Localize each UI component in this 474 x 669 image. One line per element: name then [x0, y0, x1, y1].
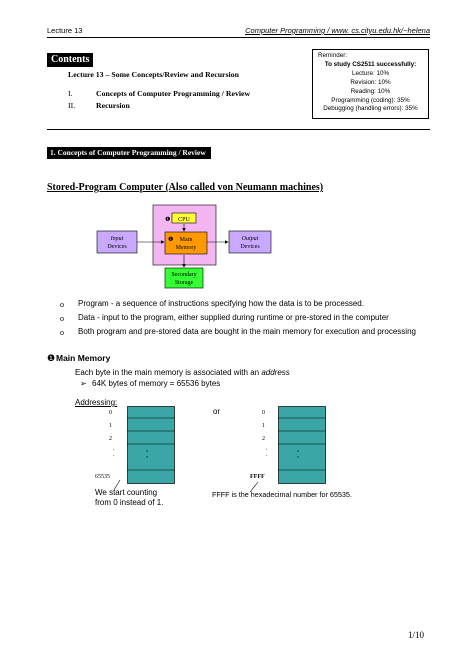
addressing-label: Addressing: — [75, 398, 118, 407]
left-address: 2 — [109, 436, 112, 442]
bullet-program: Program - a sequence of instructions specifying how the data is to be processed. — [78, 299, 364, 308]
reminder-box — [312, 49, 429, 119]
address-sentence-text: Each byte in the main memory is associated with an — [75, 368, 262, 377]
left-address: . — [113, 446, 115, 452]
bullet-marker: o — [60, 328, 64, 337]
toc-item-1-label: Concepts of Computer Programming / Review — [96, 89, 251, 98]
page-number: 1/10 — [408, 630, 425, 640]
ellipsis-dot — [297, 456, 298, 457]
left-address: 1 — [109, 423, 112, 429]
header-right: Computer Programming / www. cs.cityu.edu.hk/~helena — [245, 26, 430, 35]
or-label: or — [213, 407, 221, 416]
memory-label-2: Memory — [175, 245, 197, 251]
reminder-line: Lecture: 10% — [351, 69, 390, 77]
reminder-line: Programming (coding): 35% — [331, 96, 410, 104]
left-address: 65535 — [95, 474, 110, 480]
section-divider — [47, 129, 430, 130]
address-sentence — [75, 368, 290, 377]
memory-column-decimal — [127, 406, 175, 484]
memory-marker: ❶ — [168, 236, 174, 243]
lecture-line: Lecture 13 – Some Concepts/Review and Recursion — [68, 70, 239, 79]
toc-item-2-number: II. — [68, 101, 76, 110]
memory-column-hex — [278, 406, 326, 484]
output-label-2: Devices — [240, 244, 260, 250]
ellipsis-dot — [297, 450, 298, 451]
von-neumann-diagram — [95, 203, 285, 298]
secondary-label-2: Storage — [174, 280, 194, 286]
reminder-line: Debugging (handling errors): 35% — [323, 105, 418, 113]
header-left: Lecture 13 — [47, 26, 83, 35]
right-address: 2 — [262, 436, 265, 442]
input-label-2: Devices — [107, 244, 127, 250]
right-address: 1 — [262, 423, 265, 429]
bullet-both: Both program and pre-stored data are bought in the main memory for execution and processing — [78, 327, 416, 336]
main-memory-icon: ❶ — [47, 353, 56, 363]
output-label-1: Output — [241, 236, 259, 242]
bullet-marker: o — [60, 314, 64, 323]
input-label-1: Input — [110, 236, 124, 242]
cpu-label: CPU — [178, 217, 190, 223]
toc-item-2-label: Recursion — [96, 101, 130, 110]
secondary-label-1: Secondary — [171, 272, 197, 278]
counting-note-line-2: from 0 instead of 1. — [95, 498, 164, 507]
header-rule — [47, 37, 430, 38]
memory-size-line: 64K bytes of memory = 65536 bytes — [92, 379, 221, 388]
cpu-marker: ❶ — [165, 216, 171, 223]
reminder-title: Reminder: — [318, 52, 348, 59]
main-memory-title: Main Memory — [56, 353, 111, 363]
right-address-last: FFFF — [250, 474, 265, 480]
toc-item-1-number: I. — [68, 89, 73, 98]
ellipsis-dot — [146, 456, 147, 457]
right-address: 0 — [262, 410, 265, 416]
left-address: . — [113, 452, 115, 458]
left-address: 0 — [109, 410, 112, 416]
right-address: . — [266, 446, 268, 452]
bullet-marker: o — [60, 300, 64, 309]
contents-label: Contents — [47, 53, 93, 67]
reminder-line: Reading: 10% — [350, 87, 391, 95]
counting-note-line-1: We start counting — [95, 488, 158, 497]
reminder-line: To study CS2511 successfully: — [324, 60, 417, 68]
address-word: address — [261, 368, 290, 377]
arrow-bullet-icon: ➢ — [80, 379, 87, 388]
memory-label-1: Main — [179, 237, 193, 243]
ellipsis-dot — [146, 450, 147, 451]
section-1-title: 1. Concepts of Computer Programming / Review — [47, 147, 211, 159]
right-address: . — [266, 452, 268, 458]
bullet-data: Data - input to the program, either supplied during runtime or pre-stored in the computer — [78, 313, 389, 322]
reminder-line: Revision: 10% — [350, 78, 391, 86]
stored-program-title: Stored-Program Computer (Also called von Neumann machines) — [47, 182, 324, 193]
ffff-note: FFFF is the hexadecimal number for 65535. — [212, 490, 352, 499]
